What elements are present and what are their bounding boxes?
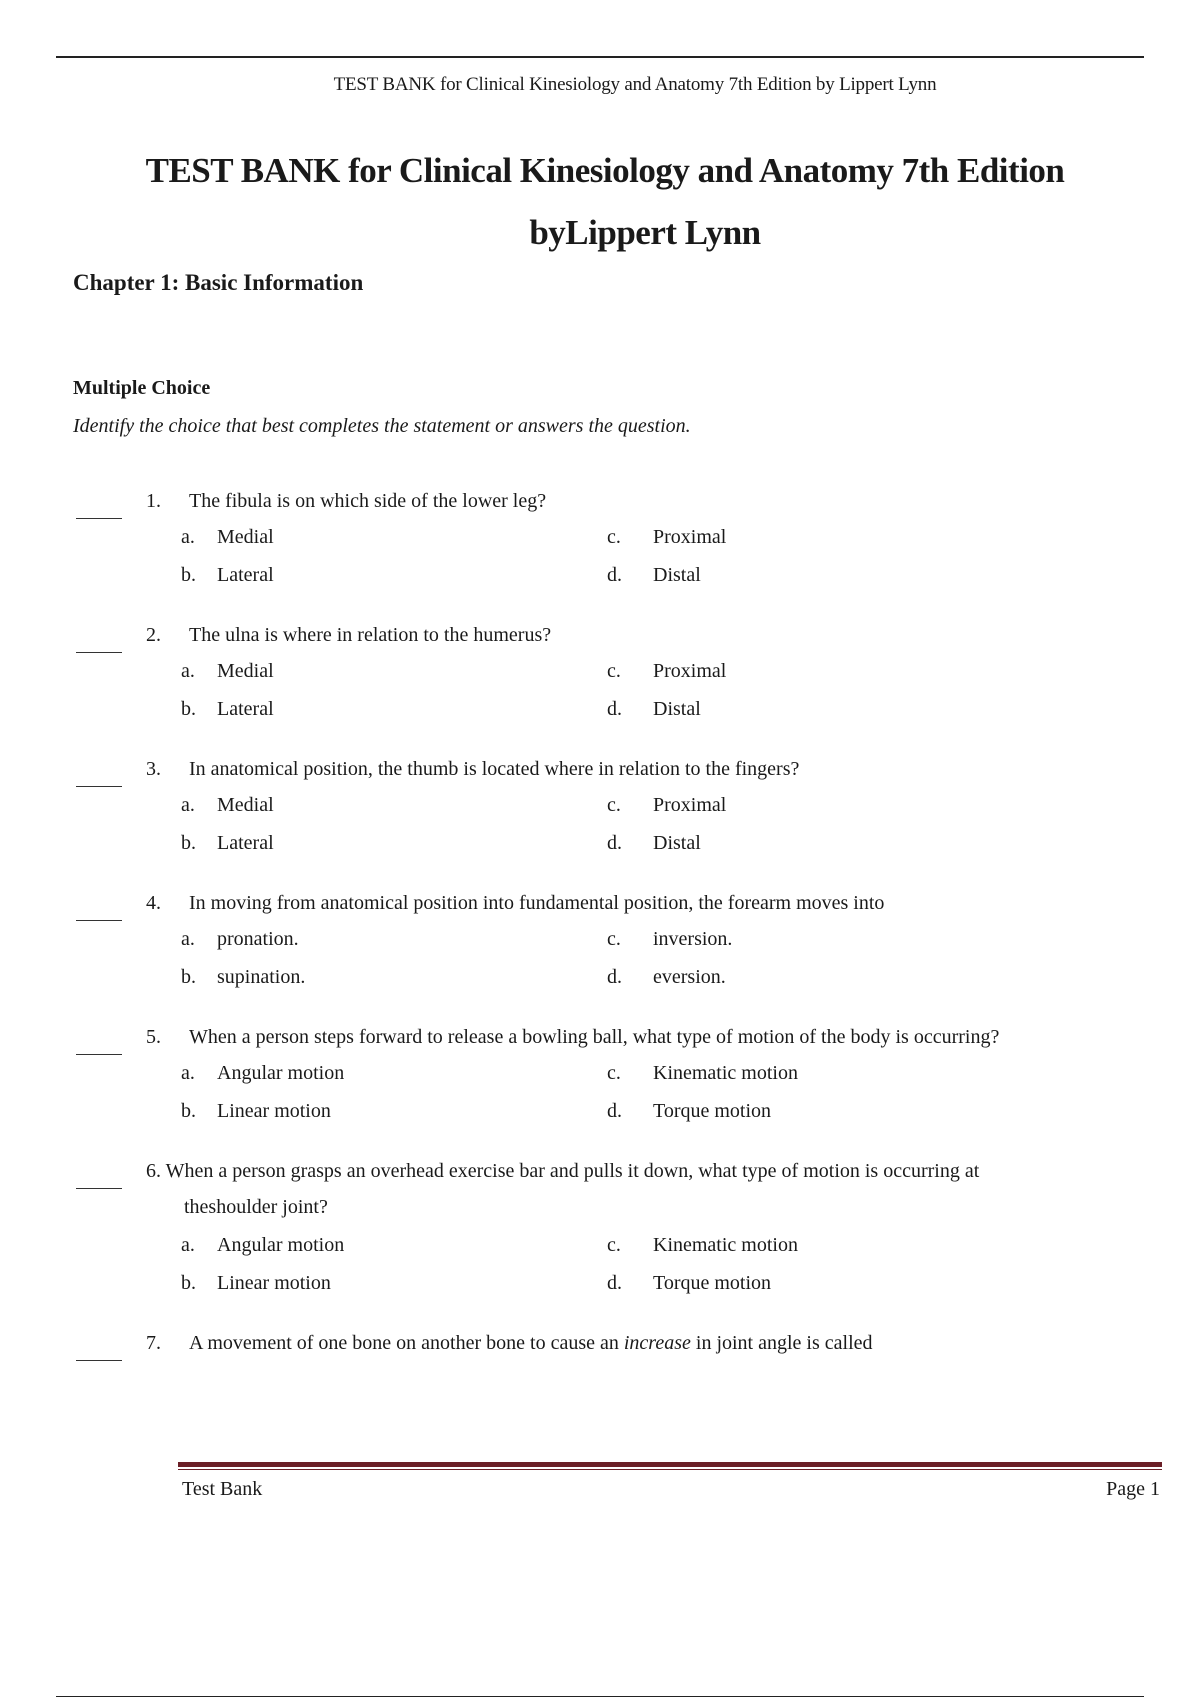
question-2	[0, 624, 1200, 736]
option-d: d. eversion.	[607, 966, 726, 988]
question-number: 5.	[146, 1026, 161, 1048]
question-number: 4.	[146, 892, 161, 914]
question-text: The ulna is where in relation to the humerus?	[189, 624, 552, 646]
question-text-continuation: theshoulder joint?	[184, 1196, 328, 1218]
option-b: b. supination.	[181, 966, 306, 988]
option-c: c. Proximal	[607, 794, 727, 816]
question-number: 1.	[146, 490, 161, 512]
question-list	[0, 490, 1200, 1390]
option-a: a. Angular motion	[181, 1234, 345, 1256]
footer-label: Test Bank	[182, 1478, 263, 1500]
option-b: b. Lateral	[181, 832, 274, 854]
option-c: c. Kinematic motion	[607, 1234, 798, 1256]
option-c: c. Kinematic motion	[607, 1062, 798, 1084]
option-b: b. Linear motion	[181, 1100, 331, 1122]
document-title	[60, 140, 1150, 264]
question-number: 7.	[146, 1332, 161, 1354]
option-d: d. Distal	[607, 564, 701, 586]
title-line-2: byLippert Lynn	[529, 213, 761, 252]
question-1	[0, 490, 1200, 602]
option-d: d. Torque motion	[607, 1100, 772, 1122]
question-text: In moving from anatomical position into fundamental position, the forearm moves into	[189, 892, 885, 914]
section-heading: Multiple Choice	[73, 377, 211, 399]
question-text: When a person steps forward to release a bowling ball, what type of motion of the body is occurring?	[189, 1026, 1000, 1048]
option-d: d. Distal	[607, 698, 701, 720]
question-7	[0, 1332, 1200, 1368]
option-c: c. Proximal	[607, 660, 727, 682]
option-a: a. Medial	[181, 660, 274, 682]
answer-blank[interactable]	[76, 518, 122, 519]
question-6	[0, 1160, 1200, 1310]
question-text: The fibula is on which side of the lower leg?	[189, 490, 547, 512]
running-header: TEST BANK for Clinical Kinesiology and Anatomy 7th Edition by Lippert Lynn	[333, 74, 937, 95]
emphasis: increase	[623, 1332, 691, 1354]
question-3	[0, 758, 1200, 870]
question-number: 3.	[146, 758, 161, 780]
question-5	[0, 1026, 1200, 1138]
option-c: c. inversion.	[607, 928, 733, 950]
page-number: Page 1	[1106, 1478, 1160, 1500]
option-a: a. Angular motion	[181, 1062, 345, 1084]
option-d: d. Distal	[607, 832, 701, 854]
question-text: 6. When a person grasps an overhead exercise bar and pulls it down, what type of motion is occurring at	[146, 1160, 980, 1182]
option-a: a. Medial	[181, 794, 274, 816]
option-d: d. Torque motion	[607, 1272, 772, 1294]
option-b: b. Lateral	[181, 698, 274, 720]
answer-blank[interactable]	[76, 786, 122, 787]
question-text: A movement of one bone on another bone to cause an increase in joint angle is called	[189, 1332, 873, 1354]
option-b: b. Linear motion	[181, 1272, 331, 1294]
answer-blank[interactable]	[76, 652, 122, 653]
question-4	[0, 892, 1200, 1004]
answer-blank[interactable]	[76, 920, 122, 921]
question-number: 2.	[146, 624, 161, 646]
answer-blank[interactable]	[76, 1188, 122, 1189]
option-a: a. pronation.	[181, 928, 299, 950]
bottom-rule	[56, 1696, 1144, 1697]
answer-blank[interactable]	[76, 1360, 122, 1361]
answer-blank[interactable]	[76, 1054, 122, 1055]
footer-rule	[178, 1462, 1162, 1467]
section-instructions: Identify the choice that best completes the statement or answers the question.	[73, 415, 691, 437]
title-line-1: TEST BANK for Clinical Kinesiology and Anatomy 7th Edition	[145, 151, 1065, 190]
option-b: b. Lateral	[181, 564, 274, 586]
option-a: a. Medial	[181, 526, 274, 548]
option-c: c. Proximal	[607, 526, 727, 548]
question-text: In anatomical position, the thumb is located where in relation to the fingers?	[189, 758, 800, 780]
footer-rule-thin	[178, 1469, 1162, 1470]
top-rule	[56, 56, 1144, 58]
chapter-heading: Chapter 1: Basic Information	[73, 270, 364, 295]
